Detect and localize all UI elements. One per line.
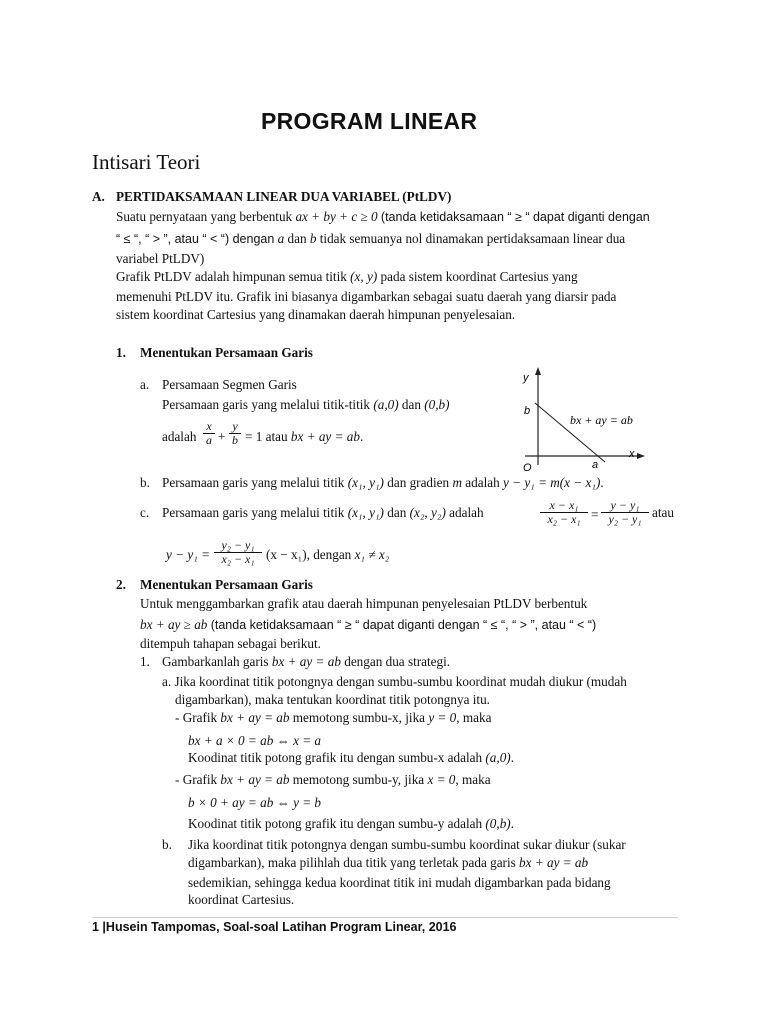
graph-y-label: y xyxy=(523,372,529,384)
sub1-heading: Menentukan Persamaan Garis xyxy=(140,345,313,360)
sub2-p-line3: ditempuh tahapan sebagai berikut. xyxy=(140,636,321,651)
page-footer: 1 |Husein Tampomas, Soal-soal Latihan Program Linear, 2016 xyxy=(92,920,457,934)
graph-line xyxy=(535,403,605,462)
graph-line-label: bx + ay = ab xyxy=(570,413,633,427)
fraction-x-over-a: $\frac{x}{a}$ xyxy=(203,420,215,447)
sub2-p-line1: Untuk menggambarkan grafik atau daerah himpunan penyelesaian PtLDV berbentuk xyxy=(140,596,588,611)
step1-label: 1. xyxy=(140,654,150,669)
part-a-p1-line3: variabel PtLDV) xyxy=(116,251,205,266)
graph-x-label: x xyxy=(629,448,635,460)
sub1-a-title: Persamaan Segmen Garis xyxy=(162,377,297,392)
sub1-a-eq: = 1 atau bx + ay = ab. xyxy=(245,429,364,444)
grafik-x-line: - Grafik bx + ay = ab memotong sumbu-x, jika y = 0, maka xyxy=(175,710,492,725)
grafik-x-equation: bx + a × 0 = ab ⇔ x = a xyxy=(188,733,322,748)
fraction-y-over-b: $\frac{y}{b}$ xyxy=(229,420,241,447)
sub1-label: 1. xyxy=(116,345,126,360)
equals-sign: = xyxy=(591,507,599,522)
strategy-a-line1: a. Jika koordinat titik potongnya dengan sumbu-sumbu koordinat mudah diukur (mudah xyxy=(162,674,627,689)
strategy-a-line2: digambarkan), maka tentukan koordinat titik potongnya itu. xyxy=(175,692,490,707)
section-heading: Intisari Teori xyxy=(92,150,201,174)
line-graph xyxy=(505,365,655,475)
fraction-x-diff: $\frac{\text{x − x₁}}{\text{x₂ − x₁}}$ xyxy=(540,499,588,526)
grafik-y-equation: b × 0 + ay = ab ⇔ y = b xyxy=(188,795,322,810)
sub1-c2-lhs: y − y₁ = xyxy=(166,547,210,562)
sub1-c2-rhs: (x − x₁), dengan x₁ ≠ x₂ xyxy=(266,547,390,562)
fraction-slope: $\frac{\text{y₂ − y₁}}{\text{x₂ − x₁}}$ xyxy=(214,539,262,566)
sub1-c-text: Persamaan garis yang melalui titik (x₁, y₁) dan (x₂, y₂) adalah xyxy=(162,505,484,520)
part-a-p2-line3: sistem koordinat Cartesius yang dinamakan daerah himpunan penyelesaian. xyxy=(116,307,516,322)
part-a-p2-line2: memenuhi PtLDV itu. Grafik ini biasanya digambarkan sebagai suatu daerah yang diarsir pada xyxy=(116,289,617,304)
sub1-a-line2: Persamaan garis yang melalui titik-titik (a,0) dan (0,b) xyxy=(162,397,450,412)
part-a-p1-line2: “ ≤ “, “ > ”, atau “ < “) dengan a dan b tidak semuanya nol dinamakan pertidaksamaan linear dua xyxy=(116,231,626,246)
y-axis-arrow-icon xyxy=(535,367,541,375)
part-a-p2-line1: Grafik PtLDV adalah himpunan semua titik (x, y) pada sistem koordinat Cartesius yang xyxy=(116,269,578,284)
sub1-c-label: c. xyxy=(140,505,150,520)
strategy-b-line2: digambarkan), maka pilihlah dua titik yang terletak pada garis bx + ay = ab xyxy=(188,855,589,870)
sub1-c-atau: atau xyxy=(652,505,674,520)
part-a-heading: PERTIDAKSAMAAN LINEAR DUA VARIABEL (PtLDV) xyxy=(116,189,452,204)
fraction-y-diff: $\frac{\text{y − y₁}}{\text{y₂ − y₁}}$ xyxy=(601,499,649,526)
sub1-a-label: a. xyxy=(140,377,150,392)
strategy-b-line4: koordinat Cartesius. xyxy=(188,892,295,907)
sub1-a-adalah: adalah xyxy=(162,429,197,444)
graph-origin-label: O xyxy=(523,462,532,474)
page-title: PROGRAM LINEAR xyxy=(261,108,478,134)
graph-a-label: a xyxy=(592,459,599,471)
graph-b-label: b xyxy=(524,405,531,417)
strategy-b-label: b. xyxy=(162,837,172,852)
step1-text: Gambarkanlah garis bx + ay = ab dengan dua strategi. xyxy=(162,654,451,669)
sub2-heading: Menentukan Persamaan Garis xyxy=(140,577,313,592)
sub2-p-line2: bx + ay ≥ ab (tanda ketidaksamaan “ ≥ “ dapat diganti dengan “ ≤ “, “ > ”, atau “ < “) xyxy=(140,617,597,632)
grafik-y-line: - Grafik bx + ay = ab memotong sumbu-y, jika x = 0, maka xyxy=(175,772,491,787)
footer-divider xyxy=(92,917,678,918)
grafik-y-result: Koodinat titik potong grafik itu dengan sumbu-y adalah (0,b). xyxy=(188,816,514,831)
sub1-b-text: Persamaan garis yang melalui titik (x₁, y₁) dan gradien m adalah y − y₁ = m(x − x₁). xyxy=(162,475,604,490)
strategy-b-line3: sedemikian, sehingga kedua koordinat titik ini mudah digambarkan pada bidang xyxy=(188,875,611,890)
plus-sign: + xyxy=(218,429,226,444)
x-axis-arrow-icon xyxy=(637,453,645,459)
sub1-b-label: b. xyxy=(140,475,150,490)
strategy-b-line1: Jika koordinat titik potongnya dengan sumbu-sumbu koordinat sukar diukur (sukar xyxy=(188,837,626,852)
part-a-p1-line1: Suatu pernyataan yang berbentuk ax + by + c ≥ 0 (tanda ketidaksamaan “ ≥ “ dapat diganti dengan xyxy=(116,209,650,224)
grafik-x-result: Koodinat titik potong grafik itu dengan sumbu-x adalah (a,0). xyxy=(188,750,514,765)
sub2-label: 2. xyxy=(116,577,126,592)
part-a-label: A. xyxy=(92,189,105,204)
